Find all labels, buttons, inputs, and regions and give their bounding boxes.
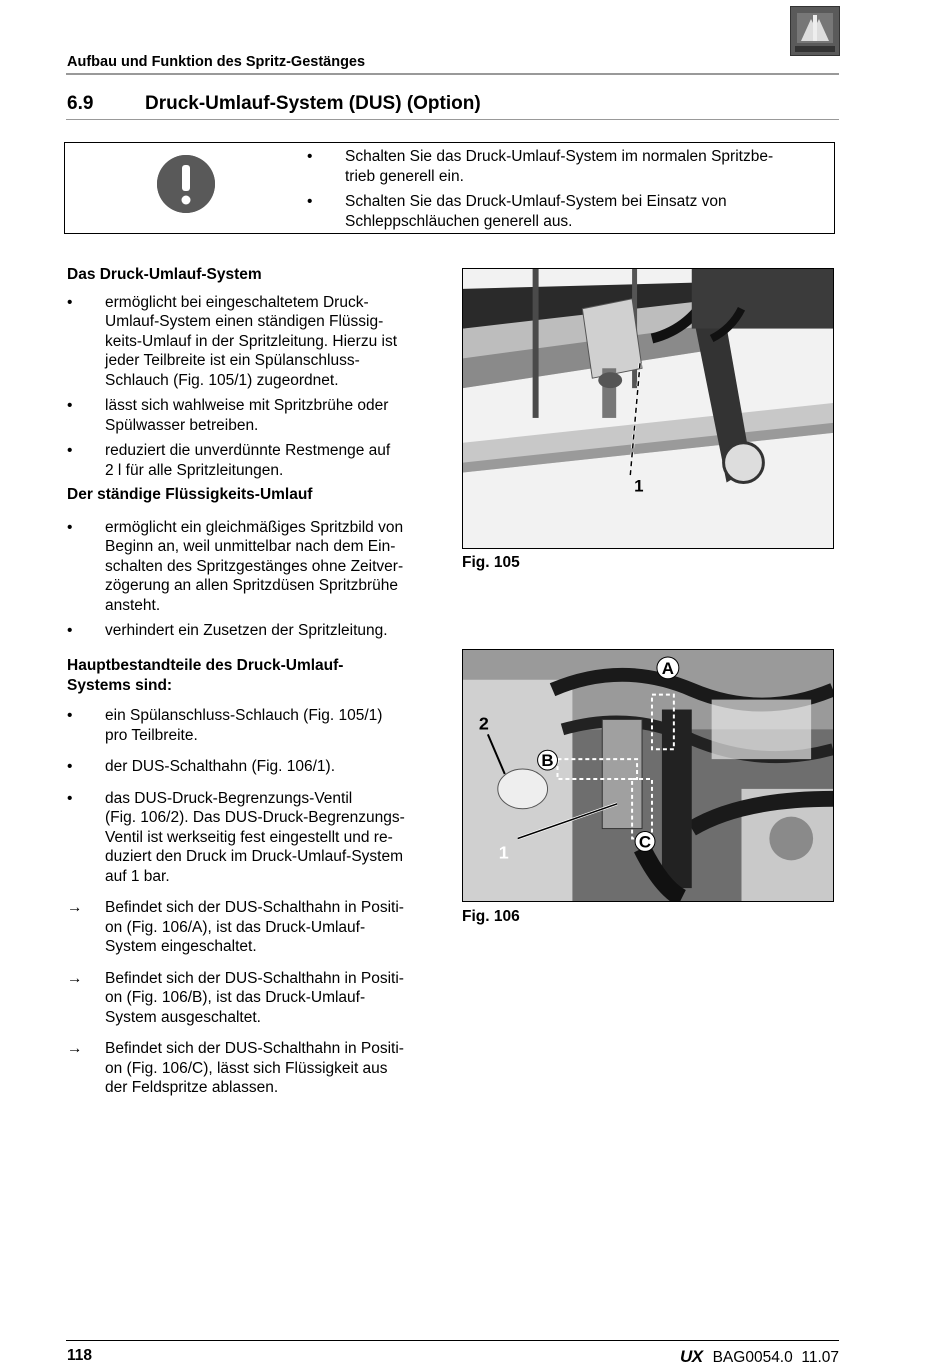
document-code: BAG0054.0 11.07 bbox=[712, 1349, 839, 1366]
block-heading: Hauptbestandteile des Druck-Umlauf- Systems sind: bbox=[67, 657, 344, 694]
notice-item: • Schalten Sie das Druck-Umlauf-System bei Einsatz von Schleppschläuchen generell aus. bbox=[305, 192, 815, 231]
bullet-icon: • bbox=[67, 789, 73, 807]
list-item: • das DUS-Druck-Begrenzungs-Ventil (Fig. 106/2). Das DUS-Druck-Begrenzungs- Ventil ist werkseitig fest eingestellt und re- duziert den Druck im Druck-Umlauf-System auf 1 bar. bbox=[67, 789, 405, 885]
section-title: Druck-Umlauf-System (DUS) (Option) bbox=[145, 93, 481, 114]
bullet-icon: • bbox=[67, 622, 73, 639]
list-item: • der DUS-Schalthahn (Fig. 106/1). bbox=[67, 758, 336, 775]
block-heading: Der ständige Flüssigkeits-Umlauf bbox=[67, 486, 313, 503]
exclamation-icon bbox=[157, 155, 215, 213]
arrow-icon: → bbox=[67, 969, 83, 987]
amazone-logo bbox=[790, 6, 840, 56]
figure-106-caption: Fig. 106 bbox=[462, 908, 520, 925]
section-divider bbox=[66, 119, 839, 120]
list-item: • lässt sich wahlweise mit Spritzbrühe oder Spülwasser betreiben. bbox=[67, 397, 389, 434]
section-heading bbox=[67, 93, 481, 115]
bullet-icon: • bbox=[67, 397, 73, 414]
bullet-icon: • bbox=[67, 518, 73, 536]
arrow-icon: → bbox=[67, 899, 83, 916]
fig106-label-b: B bbox=[541, 751, 554, 771]
header-title: Aufbau und Funktion des Spritz-Gestänges bbox=[67, 54, 366, 70]
list-item: • verhindert ein Zusetzen der Spritzleitung. bbox=[67, 622, 388, 639]
block-components bbox=[67, 656, 442, 1110]
list-item: • ermöglicht bei eingeschaltetem Druck- Umlauf-System einen ständigen Flüssig- keits-Umlauf in der Spritzleitung. Hierzu ist jeder Teilbreite ist ein Spülanschluss- Schlauch (Fig. 105/1) zugeordnet. bbox=[67, 293, 398, 389]
list-item: → Befindet sich der DUS-Schalthahn in Positi- on (Fig. 106/C), lässt sich Flüssigkeit aus der Feldspritze ablassen. bbox=[67, 1040, 404, 1096]
notice-box bbox=[64, 142, 835, 234]
bullet-list bbox=[67, 706, 442, 1098]
arrow-icon: → bbox=[67, 1040, 83, 1057]
block-dus bbox=[67, 265, 442, 486]
list-item: → Befindet sich der DUS-Schalthahn in Positi- on (Fig. 106/A), ist das Druck-Umlauf- System eingeschaltet. bbox=[67, 899, 404, 955]
bullet-icon: • bbox=[67, 293, 73, 311]
list-item: • ermöglicht ein gleichmäßiges Spritzbild von Beginn an, weil unmittelbar nach dem Ein- schalten des Spritzgestänges ohne Zeitver- zögerung an allen Spritzdüsen Spritzbrühe ansteht. bbox=[67, 518, 404, 614]
fig106-label-c: C bbox=[638, 832, 652, 852]
brand-label: UX bbox=[679, 1347, 703, 1366]
list-item: → Befindet sich der DUS-Schalthahn in Positi- on (Fig. 106/B), ist das Druck-Umlauf- System ausgeschaltet. bbox=[67, 969, 404, 1026]
block-heading: Das Druck-Umlauf-System bbox=[67, 266, 262, 283]
bullet-icon: • bbox=[67, 442, 73, 459]
fig106-label-2: 2 bbox=[478, 713, 489, 734]
fig106-label-1: 1 bbox=[498, 842, 509, 863]
bullet-icon: • bbox=[67, 758, 73, 775]
list-item: • ein Spülanschluss-Schlauch (Fig. 105/1) pro Teilbreite. bbox=[67, 707, 383, 744]
figure-106 bbox=[462, 649, 834, 902]
figure-105-caption: Fig. 105 bbox=[462, 554, 520, 571]
fig106-photo bbox=[463, 650, 833, 901]
page-number: 118 bbox=[67, 1347, 93, 1364]
list-item: • reduziert die unverdünnte Restmenge auf 2 l für alle Spritzleitungen. bbox=[67, 442, 391, 479]
notice-item: • Schalten Sie das Druck-Umlauf-System im normalen Spritzbe- trieb generell ein. bbox=[305, 147, 815, 186]
fig105-label-1: 1 bbox=[634, 476, 644, 496]
bullet-icon: • bbox=[67, 707, 73, 724]
footer-divider bbox=[66, 1340, 839, 1341]
header-divider bbox=[66, 73, 839, 75]
document-id bbox=[680, 1347, 839, 1367]
section-number: 6.9 bbox=[67, 93, 94, 114]
fig105-photo bbox=[463, 269, 833, 548]
fig106-label-a: A bbox=[661, 658, 674, 678]
bullet-list bbox=[67, 293, 442, 481]
bullet-list bbox=[67, 518, 442, 641]
figure-105 bbox=[462, 268, 834, 549]
block-circulation bbox=[67, 485, 442, 647]
notice-list bbox=[305, 147, 815, 237]
